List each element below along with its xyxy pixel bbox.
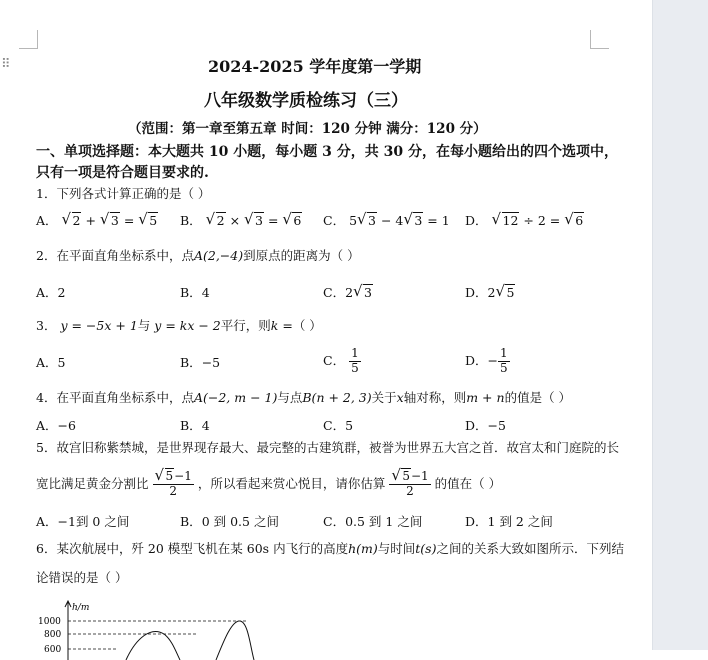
q4-d-label: D． — [465, 418, 488, 433]
q5-frac1-den: 2 — [169, 483, 177, 498]
q5-d-label: D． — [465, 514, 488, 529]
q1-c-label: C． — [323, 213, 346, 228]
q1-d-label: D． — [465, 213, 488, 228]
q5-frac2-tail: −1 — [410, 469, 429, 483]
q4-c-value: 5 — [345, 418, 354, 433]
q1-option-a: A． √ 2 + √ 3 = √ 5 — [36, 210, 158, 228]
q3-c-den: 5 — [351, 360, 359, 375]
sqrt: √ 2 — [205, 210, 225, 228]
q4-b-value: 4 — [201, 418, 210, 433]
q3-option-a — [36, 357, 65, 370]
q6-t: t(s) — [415, 541, 437, 556]
sqrt: √ 3 — [244, 210, 263, 228]
q1-b-n1: 2 — [216, 213, 225, 228]
q3-a-value: 5 — [57, 355, 66, 370]
q4-a-label: A． — [36, 418, 58, 433]
drag-handle-icon[interactable]: ⠿ — [1, 57, 11, 72]
q1-b-n3: 6 — [293, 213, 302, 228]
q3-b-label: B． — [180, 355, 202, 370]
q1-d-n1: 12 — [502, 213, 519, 228]
q4-option-d — [465, 420, 506, 433]
q1-option-d: D． √ 12 ÷ 2 = √ 6 — [465, 210, 584, 228]
fraction — [498, 347, 510, 376]
q3-option-b — [180, 357, 220, 370]
side-panel — [652, 0, 708, 650]
q2-d-label: D． — [465, 285, 488, 300]
q3-d-den: 5 — [500, 360, 508, 375]
q4-point-b: B(n + 2, 3) — [302, 390, 372, 405]
q2-c-rad: 3 — [364, 285, 372, 300]
q6-graph-ylabel: h/m — [72, 603, 90, 613]
section-instruction-line-2: 只有一项是符合题目要求的. — [36, 165, 209, 181]
q2-b-value: 4 — [201, 285, 210, 300]
q3-d-sign: − — [487, 352, 499, 368]
q6-graph-curve — [216, 621, 254, 660]
sqrt: √ 5 — [391, 466, 410, 484]
q2-stem — [36, 250, 360, 263]
fraction — [349, 347, 361, 376]
q5-frac2-rad: 5 — [402, 469, 410, 483]
q3-b-value: −5 — [201, 355, 221, 370]
q4-stem-pre: 4．在平面直角坐标系中，点 — [36, 390, 194, 405]
q5-option-d — [465, 516, 553, 529]
q4-stem — [36, 392, 571, 405]
q1-d-n2: 6 — [575, 213, 584, 228]
q2-b-label: B． — [180, 285, 202, 300]
sqrt: √ 5 — [138, 210, 158, 228]
q2-stem-pre: 2．在平面直角坐标系中，点 — [36, 248, 194, 263]
q5-line-1: 5．故宫旧称紫禁城，是世界现存最大、最完整的古建筑群，被誉为世界五大宫之首．故宫太和门庭院的长 — [36, 440, 619, 455]
q5-a-value: −1到 0 之间 — [57, 514, 130, 529]
q3-eq2: y = kx − 2 — [154, 318, 221, 333]
q2-stem-post: 到原点的距离为（ ） — [243, 248, 360, 263]
q5-b-value: 0 到 0.5 之间 — [201, 514, 279, 529]
q3-mid: 与 — [137, 318, 151, 333]
q5-line-2 — [36, 466, 502, 499]
q4-option-b — [180, 420, 210, 433]
q1-d-div: 2 — [537, 213, 546, 228]
q1-c-k1: 5 — [349, 213, 358, 228]
q6-line-1 — [36, 543, 624, 556]
q2-c-label: C． — [323, 285, 346, 300]
q4-mid: 与点 — [277, 390, 303, 405]
q4-tail: 的值是（ ） — [504, 390, 572, 405]
q6-graph-tick-600: 600 — [44, 645, 62, 655]
q5-option-c — [323, 516, 422, 529]
q5-frac2-den: 2 — [406, 483, 414, 498]
q4-option-c — [323, 420, 353, 433]
q1-option-c: C． 5 √ 3 − 4 √ 3 = 1 — [323, 210, 450, 228]
q3-c-label: C． — [323, 352, 346, 368]
q1-a-label: A． — [36, 213, 58, 228]
q3-tail: （ ） — [292, 318, 322, 333]
q5-frac1-rad: 5 — [165, 469, 174, 483]
q1-option-b: B． √ 2 × √ 3 = √ 6 — [180, 210, 302, 228]
q1-a-n1: 2 — [72, 213, 81, 228]
q2-option-b — [180, 287, 210, 300]
q1-c-n1: 3 — [368, 213, 376, 228]
q4-point-a: A(−2, m − 1) — [193, 390, 278, 405]
q3-d-num: 1 — [500, 346, 508, 360]
q3-k: k = — [270, 318, 293, 333]
q6-graph-tick-800: 800 — [44, 630, 62, 640]
q4-option-a — [36, 420, 76, 433]
sqrt: √ 6 — [282, 210, 302, 228]
sqrt: √ 5 — [154, 466, 174, 484]
q6-line1-post: 之间的关系大致如图所示．下列结 — [436, 541, 624, 556]
title-line-2: 八年级数学质检练习（三） — [204, 91, 408, 111]
q5-c-value: 0.5 到 1 之间 — [345, 514, 423, 529]
sqrt: √ 2 — [61, 210, 81, 228]
q5-line2-post: 的值在（ ） — [434, 475, 502, 491]
q2-option-d — [465, 282, 515, 300]
q2-option-c — [323, 282, 373, 300]
q6-graph-curve — [126, 632, 180, 660]
q5-c-label: C． — [323, 514, 346, 529]
q6-line1-pre: 6．某次航展中，歼 20 模型飞机在某 60s 内飞行的高度 — [36, 541, 349, 556]
q3-eq1: y = −5x + 1 — [60, 318, 138, 333]
q1-b-n2: 3 — [255, 213, 263, 228]
q2-option-a — [36, 287, 65, 300]
fraction — [153, 466, 194, 499]
q3-c-num: 1 — [351, 346, 359, 360]
q5-line2-mid: ，所以看起来赏心悦目，请你估算 — [197, 475, 386, 491]
q2-d-coef: 2 — [487, 285, 496, 300]
sqrt: √ 3 — [403, 210, 423, 228]
q5-a-label: A． — [36, 514, 58, 529]
q3-post: 平行，则 — [220, 318, 271, 333]
q3-option-c — [323, 347, 361, 376]
q4-mn: m + n — [466, 390, 505, 405]
q1-a-n2: 3 — [110, 213, 119, 228]
q5-option-b — [180, 516, 279, 529]
sqrt: √ 3 — [99, 210, 119, 228]
q1-c-n2: 3 — [414, 213, 423, 228]
q6-graph-tick-1000: 1000 — [38, 617, 61, 627]
q4-mid3: 轴对称，则 — [403, 390, 467, 405]
q1-c-res: 1 — [441, 213, 450, 228]
q5-b-label: B． — [180, 514, 202, 529]
q6-graph — [36, 600, 286, 660]
q1-b-label: B． — [180, 213, 202, 228]
q5-d-value: 1 到 2 之间 — [487, 514, 553, 529]
page-corner-mark-right — [590, 30, 609, 49]
q3-num: 3． — [36, 318, 57, 333]
q2-c-coef: 2 — [345, 285, 354, 300]
q4-x: x — [396, 390, 404, 405]
q4-d-value: −5 — [487, 418, 506, 433]
q1-c-k2: 4 — [395, 213, 404, 228]
scope-line: （范围：第一章至第五章 时间：120 分钟 满分：120 分） — [128, 121, 487, 137]
sqrt: √ 3 — [353, 282, 372, 300]
q5-line2-pre: 宽比满足黄金分割比 — [36, 475, 149, 491]
q2-a-value: 2 — [57, 285, 66, 300]
sqrt: √ 6 — [564, 210, 584, 228]
q2-point: A(2,−4) — [193, 248, 244, 263]
q2-d-rad: 5 — [506, 285, 515, 300]
q5-frac1-tail: −1 — [174, 469, 192, 483]
q3-d-label: D． — [465, 352, 488, 368]
q6-h: h(m) — [348, 541, 378, 556]
title-line-1: 2024-2025 学年度第一学期 — [208, 57, 422, 76]
sqrt: √ 12 — [491, 210, 519, 228]
q6-line1-mid: 与时间 — [377, 541, 416, 556]
q6-line-2: 论错误的是（ ） — [36, 570, 128, 585]
q4-b-label: B． — [180, 418, 202, 433]
q4-mid2: 关于 — [371, 390, 397, 405]
q3-option-d — [465, 347, 510, 376]
page-corner-mark-left — [19, 30, 38, 49]
q3-stem — [36, 320, 322, 333]
q2-a-label: A． — [36, 285, 58, 300]
q5-option-a — [36, 516, 129, 529]
q1-a-n3: 5 — [149, 213, 158, 228]
sqrt: √ 3 — [357, 210, 376, 228]
q4-a-value: −6 — [57, 418, 76, 433]
fraction — [389, 466, 430, 499]
q1-stem: 1．下列各式计算正确的是（ ） — [36, 186, 211, 201]
q4-c-label: C． — [323, 418, 346, 433]
sqrt: √ 5 — [495, 282, 515, 300]
q3-a-label: A． — [36, 355, 58, 370]
section-instruction-line-1: 一、单项选择题：本大题共 10 小题，每小题 3 分，共 30 分，在每小题给出的四个选项中， — [36, 144, 618, 160]
